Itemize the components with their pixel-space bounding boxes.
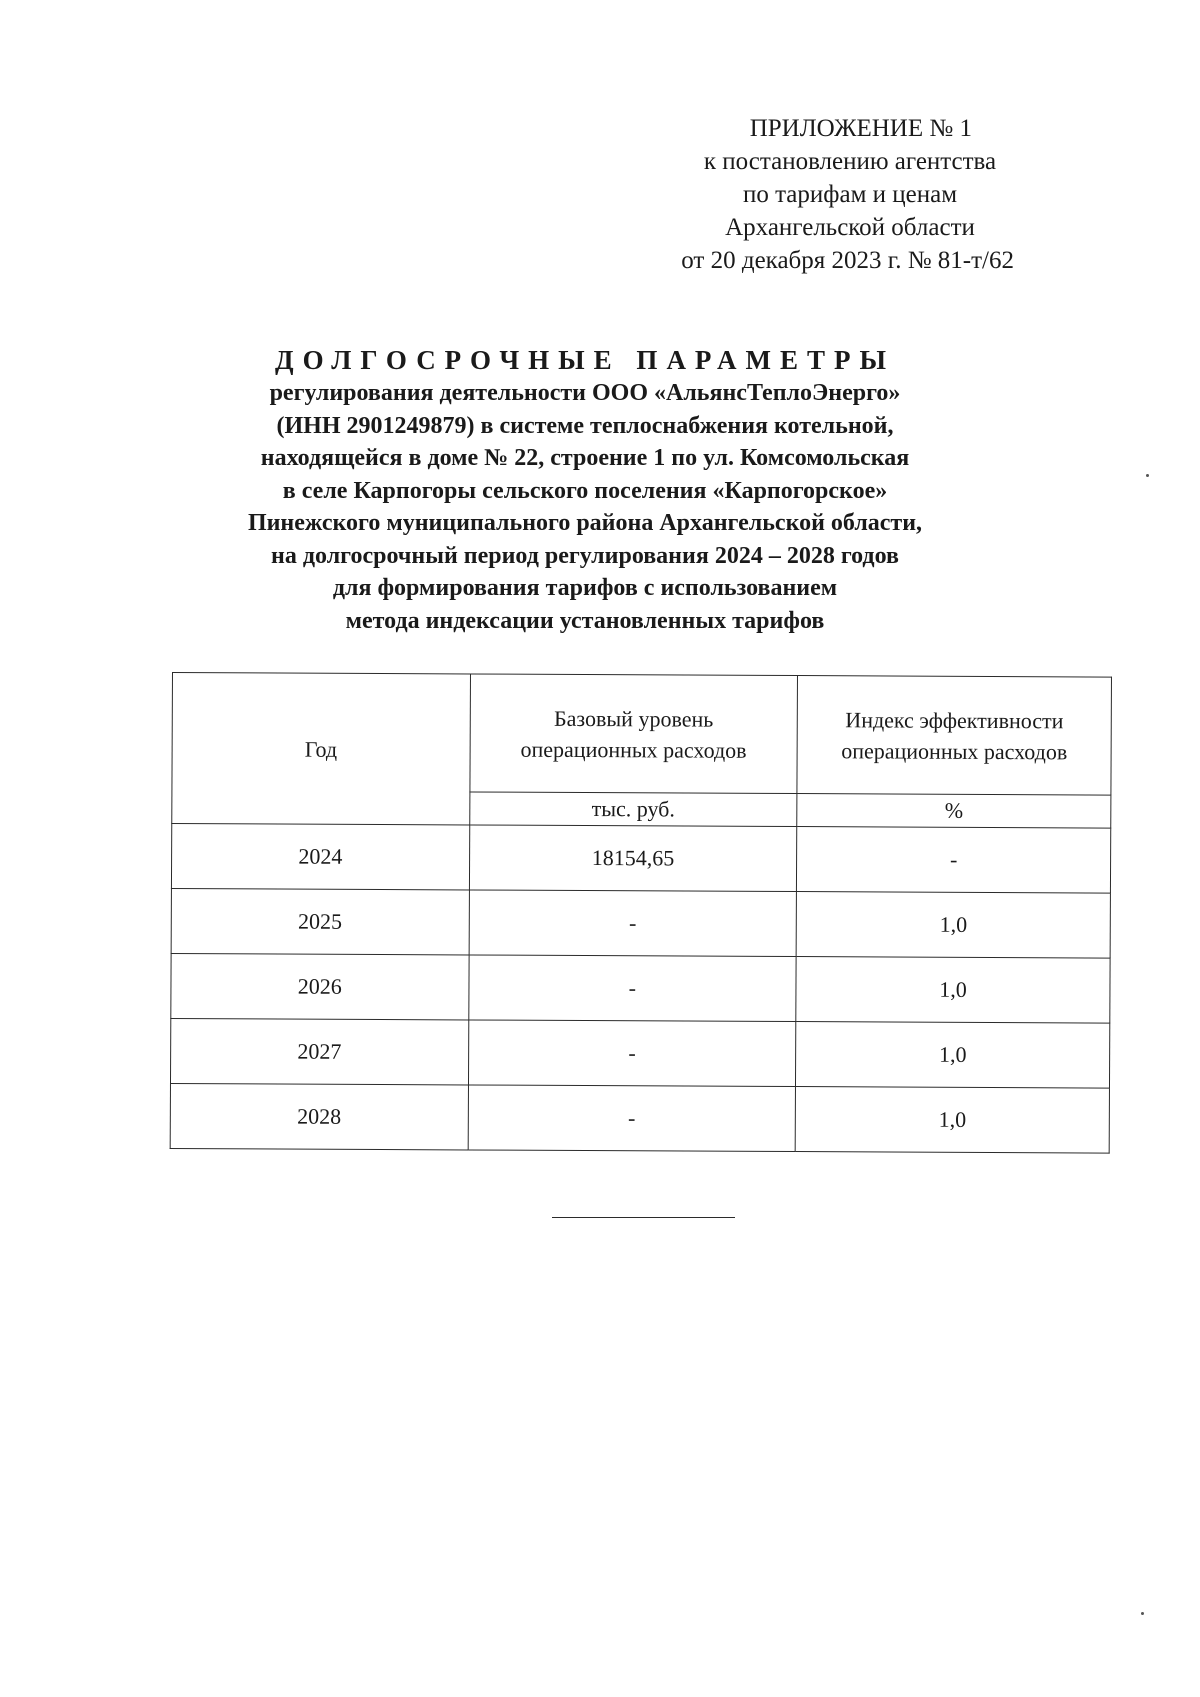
table-row	[171, 953, 1110, 1023]
heading-line: (ИНН 2901249879) в системе теплоснабжения котельной,	[276, 412, 894, 439]
appendix-block	[680, 112, 1020, 277]
table-header-row	[172, 673, 1112, 796]
heading-line: на долгосрочный период регулирования 2024 – 2028 годов	[271, 542, 899, 569]
header-base-level	[469, 674, 797, 794]
cell-year: 2025	[171, 888, 469, 954]
header-efficiency-index	[797, 676, 1111, 796]
table-row	[170, 1083, 1109, 1153]
cell-base: -	[468, 955, 796, 1022]
header-year	[172, 673, 470, 825]
cell-year: 2026	[171, 953, 469, 1019]
cell-base: 18154,65	[469, 825, 797, 892]
cell-year: 2027	[170, 1018, 468, 1084]
document-title: ДОЛГОСРОЧНЫЕ ПАРАМЕТРЫ	[275, 345, 895, 375]
table-row	[171, 888, 1110, 958]
heading-line: в селе Карпогоры сельского поселения «Карпогорское»	[282, 477, 888, 504]
heading-line: Пинежского муниципального района Архангельской области,	[247, 510, 923, 536]
header-base-line: операционных расходов	[520, 736, 747, 763]
table-row	[170, 1018, 1109, 1088]
table-row	[171, 824, 1110, 894]
header-base-line: Базовый уровень	[554, 705, 714, 732]
unit-index: %	[797, 794, 1111, 829]
appendix-number: ПРИЛОЖЕНИЕ № 1	[749, 115, 972, 142]
cell-index: 1,0	[796, 957, 1110, 1024]
closing-separator-line	[552, 1217, 735, 1218]
cell-index: 1,0	[795, 1087, 1109, 1154]
heading-line: находящейся в доме № 22, строение 1 по ул. Комсомольская	[260, 445, 910, 471]
scan-speck	[1146, 474, 1149, 477]
heading-line: для формирования тарифов с использованием	[332, 575, 838, 601]
appendix-date: от 20 декабря 2023 г. № 81-т/62	[681, 247, 1014, 274]
cell-index: -	[797, 827, 1111, 894]
heading-line: метода индексации установленных тарифов	[345, 607, 825, 634]
cell-index: 1,0	[796, 1022, 1110, 1089]
unit-base: тыс. руб.	[469, 792, 797, 827]
cell-index: 1,0	[796, 892, 1110, 959]
cell-base: -	[468, 1020, 796, 1087]
heading-line: регулирования деятельности ООО «АльянсТеплоЭнерго»	[269, 380, 901, 406]
header-index-line: операционных расходов	[841, 737, 1068, 764]
appendix-line: к постановлению агентства	[703, 148, 997, 175]
appendix-line: Архангельской области	[725, 214, 975, 241]
cell-year: 2024	[171, 824, 469, 890]
parameters-table	[170, 672, 1112, 1154]
appendix-line: по тарифам и ценам	[742, 181, 958, 208]
header-index-line: Индекс эффективности	[845, 706, 1064, 733]
cell-base: -	[468, 1085, 796, 1152]
header-year-label: Год	[304, 736, 338, 762]
document-heading	[140, 343, 1030, 637]
cell-year: 2028	[170, 1083, 468, 1149]
scan-speck	[1141, 1612, 1144, 1615]
cell-base: -	[469, 890, 797, 957]
